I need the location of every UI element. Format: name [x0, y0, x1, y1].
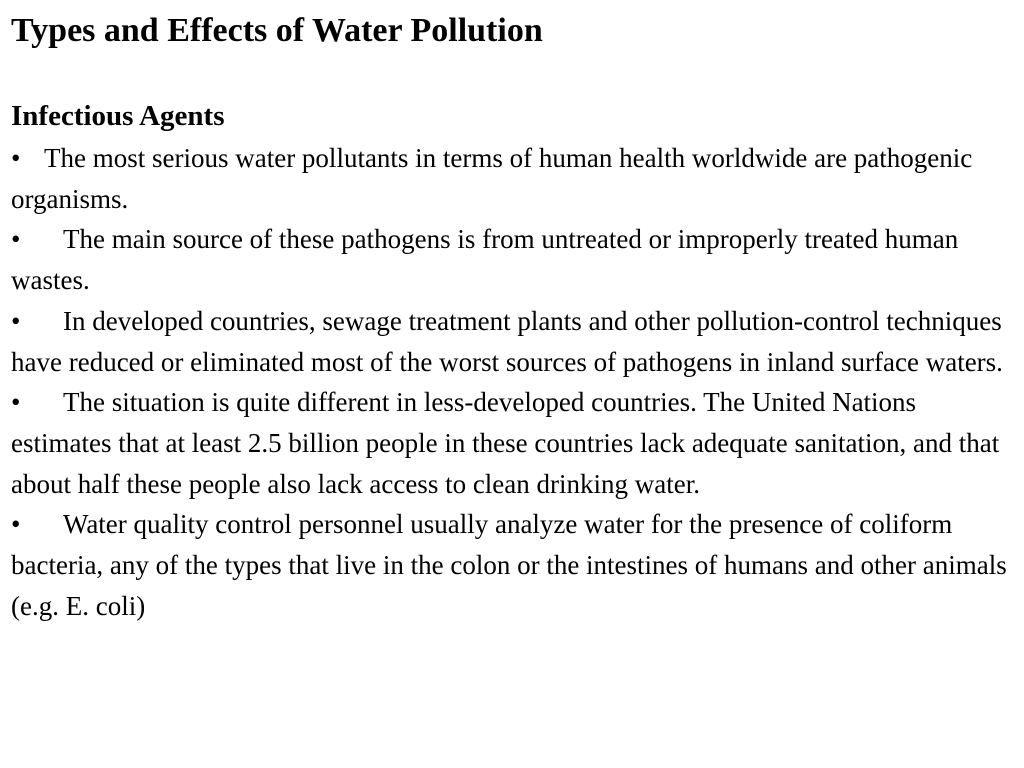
bullet-item — [11, 382, 1015, 504]
bullet-marker: • — [11, 305, 21, 336]
bullet-marker: • — [11, 509, 21, 540]
bullet-text: In developed countries, sewage treatment plants and other pollution-control techniques have reduced or eliminated most of the worst sources of pathogens in inland surface waters. — [11, 305, 1003, 377]
bullet-marker: • — [11, 143, 21, 173]
bullet-item — [11, 219, 1015, 300]
bullet-item — [11, 138, 1015, 219]
bullet-marker: • — [11, 387, 21, 418]
bullet-text: The main source of these pathogens is from untreated or improperly treated human wastes. — [11, 224, 959, 296]
bullet-text: The most serious water pollutants in terms of human health worldwide are pathogenic organisms. — [11, 143, 973, 214]
bullet-text: Water quality control personnel usually analyze water for the presence of coliform bacteria, any of the types that live in the colon or the intestines of humans and other animals (e.g. E. coli) — [11, 509, 1007, 621]
slide-title: Types and Effects of Water Pollution — [11, 12, 543, 49]
bullet-item — [11, 301, 1015, 382]
bullet-list — [11, 138, 1015, 626]
bullet-item — [11, 504, 1015, 626]
bullet-marker: • — [11, 224, 21, 255]
section-heading: Infectious Agents — [11, 100, 225, 132]
bullet-text: The situation is quite different in less-developed countries. The United Nations estimates that at least 2.5 billion people in these countries lack adequate sanitation, and that about half these people also lack access to clean drinking water. — [11, 387, 1000, 499]
